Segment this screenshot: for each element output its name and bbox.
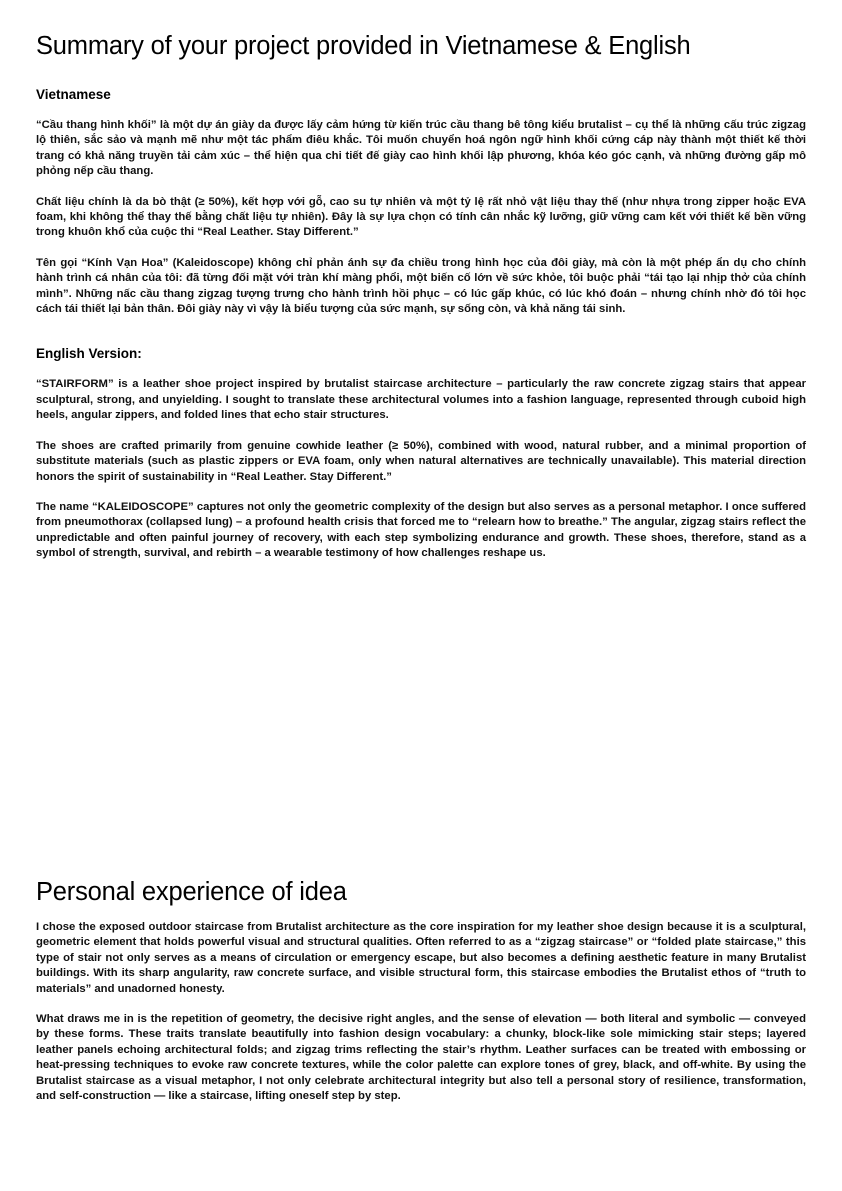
personal-experience-section xyxy=(36,876,806,1104)
experience-paragraph-1: I chose the exposed outdoor staircase from Brutalist architecture as the core inspiration for my leather shoe design because it is a sculptural, geometric element that holds powerful visual and structural qualities. Often referred to as a “zigzag staircase” or “folded plate staircase,” this type of stair not only serves as a means of circulation or emergency escape, but also becomes a defining aesthetic feature in many Brutalist buildings. With its sharp angularity, raw concrete surface, and visible structural form, this staircase embodies the Brutalist ethos of “truth to materials” and unadorned honesty. xyxy=(36,921,806,995)
vietnamese-paragraph-2: Chất liệu chính là da bò thật (≥ 50%), kết hợp với gỗ, cao su tự nhiên và một tỷ lệ rất nhỏ vật liệu thay thế (như nhựa trong zipper hoặc EVA foam, khi không thể thay thế bằng chất liệu tự nhiên). Đây là sự lựa chọn có tính cân nhắc kỹ lưỡng, giữ vững cam kết với thiết kế bền vững trong khuôn khổ của cuộc thi “Real Leather. Stay Different.” xyxy=(36,195,806,239)
project-summary-section xyxy=(36,30,806,562)
section-title-personal-experience: Personal experience of idea xyxy=(36,878,347,906)
section-title-summary: Summary of your project provided in Vietnamese & English xyxy=(36,32,691,60)
english-paragraph-3: The name “KALEIDOSCOPE” captures not only the geometric complexity of the design but also serves as a personal metaphor. I once suffered from pneumothorax (collapsed lung) – a profound health crisis that forced me to “relearn how to breathe.” The angular, zigzag stairs reflect the unpredictable and often painful journey of recovery, with each step symbolizing endurance and growth. These shoes, therefore, stand as a symbol of strength, survival, and rebirth – a wearable testimony of how challenges reshape us. xyxy=(36,500,806,560)
english-heading: English Version: xyxy=(36,346,142,362)
vietnamese-heading: Vietnamese xyxy=(36,87,111,102)
english-paragraph-1: “STAIRFORM” is a leather shoe project inspired by brutalist staircase architecture – particularly the raw concrete zigzag stairs that appear sculptural, strong, and unyielding. I sought to translate these architectural volumes into a fashion language, represented through cuboid high heels, angular zippers, and folded lines that echo stair structures. xyxy=(36,378,806,422)
english-paragraph-2: The shoes are crafted primarily from genuine cowhide leather (≥ 50%), combined with wood, natural rubber, and a minimal proportion of substitute materials (such as plastic zippers or EVA foam, only when natural alternatives are technically unavailable). This material direction honors the spirit of sustainability in “Real Leather. Stay Different.” xyxy=(36,439,806,483)
experience-paragraph-2: What draws me in is the repetition of geometry, the decisive right angles, and the sense of elevation — both literal and symbolic — conveyed by these forms. These traits translate beautifully into fashion design vocabulary: a chunky, block-like sole mimicking stair steps; layered leather panels echoing architectural folds; and zigzag trims reflecting the stair’s rhythm. Leather surfaces can be treated with embossing or heat-pressing techniques to evoke raw concrete textures, while the color palette can explore tones of grey, black, and off-white. By using the Brutalist staircase as a visual metaphor, I not only celebrate architectural integrity but also tell a personal story of resilience, transformation, and self-construction — like a staircase, lifting oneself step by step. xyxy=(36,1013,806,1103)
vietnamese-paragraph-3: Tên gọi “Kính Vạn Hoa” (Kaleidoscope) không chỉ phản ánh sự đa chiều trong hình học của đôi giày, mà còn là một phép ẩn dụ cho chính hành trình cá nhân của tôi: đã từng đối mặt với tràn khí màng phổi, một biến cố lớn về sức khỏe, tôi buộc phải “tái tạo lại nhịp thở của chính mình”. Những nấc cầu thang zigzag tượng trưng cho hành trình hồi phục – có lúc gấp khúc, có lúc khó đoán – nhưng chính nhờ đó tôi học cách tái thiết lại bản thân. Đôi giày này vì vậy là biểu tượng của sức mạnh, sự sống còn, và khả năng tái sinh. xyxy=(36,256,806,316)
vietnamese-paragraph-1: “Cầu thang hình khối” là một dự án giày da được lấy cảm hứng từ kiến trúc cầu thang bê tông kiểu brutalist – cụ thể là những cấu trúc zigzag lộ thiên, sắc sảo và mạnh mẽ như một tác phẩm điêu khắc. Tôi muốn chuyển hoá ngôn ngữ hình khối cứng cáp này thành một thiết kế thời trang có khả năng truyền tải cảm xúc – thể hiện qua chi tiết đế giày cao hình khối lập phương, khóa kéo góc cạnh, và những đường gấp mô phỏng nếp cầu thang. xyxy=(36,119,806,178)
